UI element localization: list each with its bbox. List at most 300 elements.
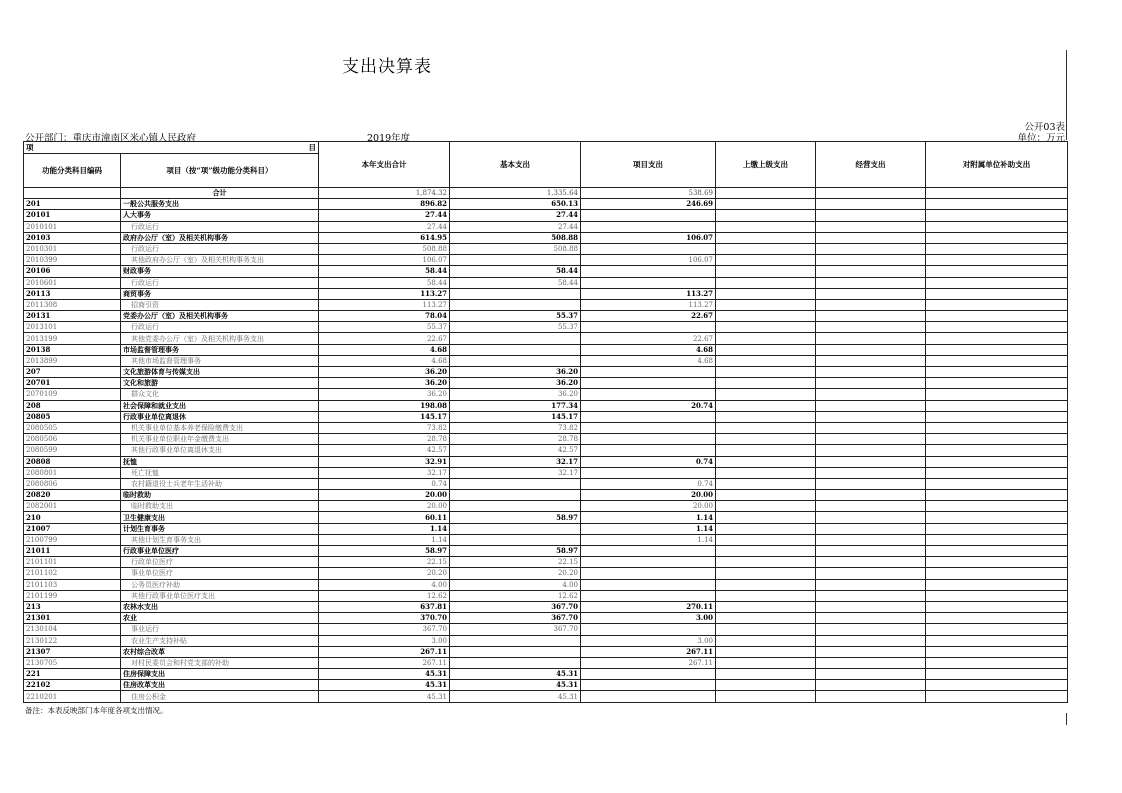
row-upper [716,680,816,691]
row-business [816,691,926,702]
row-basic: 4.00 [450,579,581,590]
row-total: 58.44 [319,277,450,288]
row-basic [450,355,581,366]
row-code: 20113 [24,288,121,299]
row-subsidy [926,389,1068,400]
row-basic: 20.20 [450,568,581,579]
row-upper [716,467,816,478]
row-subsidy [926,657,1068,668]
row-upper [716,490,816,501]
row-business [816,210,926,221]
row-project [581,243,716,254]
row-subsidy [926,400,1068,411]
row-subsidy [926,367,1068,378]
row-business [816,367,926,378]
row-business [816,624,926,635]
table-row [24,613,1068,624]
row-upper [716,277,816,288]
row-subsidy [926,691,1068,702]
row-total: 3.00 [319,635,450,646]
row-project [581,445,716,456]
row-basic [450,534,581,545]
row-business [816,478,926,489]
row-project: 270.11 [581,601,716,612]
row-project [581,266,716,277]
row-business [816,322,926,333]
row-project [581,557,716,568]
row-code: 2080599 [24,445,121,456]
row-upper [716,512,816,523]
row-business [816,490,926,501]
header-total: 本年支出合计 [319,142,450,188]
row-project [581,568,716,579]
row-basic [450,344,581,355]
row-total: 60.11 [319,512,450,523]
row-business [816,445,926,456]
row-subsidy [926,378,1068,389]
row-code: 20101 [24,210,121,221]
row-project: 3.00 [581,635,716,646]
row-basic: 508.88 [450,232,581,243]
row-project [581,680,716,691]
table-body [24,188,1068,703]
row-total: 370.70 [319,613,450,624]
row-project: 20.00 [581,501,716,512]
row-project: 246.69 [581,199,716,210]
row-code: 2013899 [24,355,121,366]
row-project [581,411,716,422]
row-basic: 42.57 [450,445,581,456]
row-upper [716,355,816,366]
row-total: 55.37 [319,322,450,333]
row-business [816,232,926,243]
row-upper [716,422,816,433]
row-name: 行政运行 [121,221,319,232]
row-name: 农村综合改革 [121,646,319,657]
row-code: 2210201 [24,691,121,702]
row-code: 2101102 [24,568,121,579]
table-row [24,266,1068,277]
row-code: 20138 [24,344,121,355]
table-row [24,669,1068,680]
row-project: 0.74 [581,478,716,489]
row-name: 临时救助 [121,490,319,501]
row-total: 1,874.32 [319,188,450,199]
row-basic: 32.17 [450,456,581,467]
row-total: 45.31 [319,669,450,680]
row-total: 22.15 [319,557,450,568]
row-total: 198.08 [319,400,450,411]
table-row [24,400,1068,411]
row-total: 4.68 [319,344,450,355]
row-upper [716,288,816,299]
row-name: 行政运行 [121,277,319,288]
row-basic: 12.62 [450,590,581,601]
table-row [24,333,1068,344]
row-project [581,434,716,445]
row-name: 其他行政事业单位医疗支出 [121,590,319,601]
row-name: 其他党委办公厅（室）及相关机构事务支出 [121,333,319,344]
row-code: 20131 [24,311,121,322]
header-basic: 基本支出 [450,142,581,188]
table-row [24,322,1068,333]
row-total: 36.20 [319,378,450,389]
row-name: 商贸事务 [121,288,319,299]
row-code: 213 [24,601,121,612]
table-row [24,232,1068,243]
table-row [24,512,1068,523]
row-code: 2013199 [24,333,121,344]
row-name: 招商引资 [121,299,319,310]
row-total: 58.44 [319,266,450,277]
row-subsidy [926,579,1068,590]
row-business [816,355,926,366]
row-code: 20805 [24,411,121,422]
row-business [816,512,926,523]
row-subsidy [926,333,1068,344]
department-label: 公开部门：重庆市潼南区米心镇人民政府 [25,133,197,144]
table-row [24,646,1068,657]
row-name: 农林水支出 [121,601,319,612]
row-total: 145.17 [319,411,450,422]
row-subsidy [926,288,1068,299]
table-row [24,691,1068,702]
row-business [816,590,926,601]
row-code: 20808 [24,456,121,467]
row-business [816,434,926,445]
row-project: 3.00 [581,613,716,624]
row-business [816,199,926,210]
row-basic: 27.44 [450,221,581,232]
table-row [24,367,1068,378]
row-subsidy [926,635,1068,646]
row-project [581,277,716,288]
row-basic: 32.17 [450,467,581,478]
row-name: 抚恤 [121,456,319,467]
row-project [581,367,716,378]
row-name: 文化旅游体育与传媒支出 [121,367,319,378]
table-row [24,490,1068,501]
row-name: 对村民委员会和村党支部的补助 [121,657,319,668]
row-name: 其他市场监督管理事务 [121,355,319,366]
table-row [24,601,1068,612]
table-row [24,389,1068,400]
row-upper [716,557,816,568]
row-basic [450,646,581,657]
row-basic: 55.37 [450,322,581,333]
row-basic: 367.70 [450,601,581,612]
header-xiang: 项 [26,143,34,152]
row-upper [716,411,816,422]
row-project: 1.14 [581,523,716,534]
row-business [816,422,926,433]
row-upper [716,445,816,456]
row-code [24,188,121,199]
table-row [24,445,1068,456]
row-name: 党委办公厅（室）及相关机构事务 [121,311,319,322]
row-business [816,501,926,512]
row-project: 4.68 [581,355,716,366]
row-project: 1.14 [581,534,716,545]
header-mu: 目 [308,143,316,152]
row-code: 2010601 [24,277,121,288]
row-upper [716,691,816,702]
row-project [581,422,716,433]
row-code: 21307 [24,646,121,657]
row-code: 20701 [24,378,121,389]
row-name: 财政事务 [121,266,319,277]
row-business [816,601,926,612]
row-name: 一般公共服务支出 [121,199,319,210]
row-basic: 508.88 [450,243,581,254]
page-title: 支出决算表 [342,57,432,77]
row-upper [716,344,816,355]
row-code: 2082001 [24,501,121,512]
row-name: 农村籍退役士兵老年生活补助 [121,478,319,489]
row-name: 行政事业单位医疗 [121,546,319,557]
row-business [816,568,926,579]
row-project: 22.67 [581,311,716,322]
row-basic: 1,335.64 [450,188,581,199]
row-name: 死亡抚恤 [121,467,319,478]
row-subsidy [926,445,1068,456]
row-total: 36.20 [319,389,450,400]
table-row [24,210,1068,221]
row-subsidy [926,311,1068,322]
row-business [816,311,926,322]
row-name: 住房公积金 [121,691,319,702]
row-upper [716,501,816,512]
row-total: 27.44 [319,210,450,221]
row-project [581,546,716,557]
table-row [24,456,1068,467]
row-business [816,557,926,568]
row-business [816,579,926,590]
header-project: 项目支出 [581,142,716,188]
row-code: 201 [24,199,121,210]
row-business [816,680,926,691]
row-total: 508.88 [319,243,450,254]
row-name: 计划生育事务 [121,523,319,534]
row-business [816,277,926,288]
row-total: 73.82 [319,422,450,433]
row-basic: 650.13 [450,199,581,210]
row-project [581,579,716,590]
row-basic: 58.97 [450,512,581,523]
row-name: 市场监督管理事务 [121,344,319,355]
row-upper [716,613,816,624]
row-total: 36.20 [319,367,450,378]
row-total: 28.78 [319,434,450,445]
row-upper [716,579,816,590]
row-code: 2080806 [24,478,121,489]
row-subsidy [926,501,1068,512]
row-basic: 45.31 [450,691,581,702]
row-basic: 55.37 [450,311,581,322]
row-name: 其他行政事业单位离退休支出 [121,445,319,456]
row-basic [450,478,581,489]
row-upper [716,333,816,344]
row-business [816,400,926,411]
table-row [24,355,1068,366]
table-row [24,199,1068,210]
row-upper [716,434,816,445]
year-label: 2019年度 [367,133,411,144]
table-row [24,624,1068,635]
row-project: 22.67 [581,333,716,344]
row-basic: 58.97 [450,546,581,557]
row-code: 2130104 [24,624,121,635]
row-code: 2080801 [24,467,121,478]
row-subsidy [926,467,1068,478]
row-upper [716,657,816,668]
row-project [581,221,716,232]
row-subsidy [926,478,1068,489]
row-project [581,467,716,478]
row-basic: 58.44 [450,266,581,277]
row-name: 其他计划生育事务支出 [121,534,319,545]
row-basic: 36.20 [450,367,581,378]
row-basic: 145.17 [450,411,581,422]
row-total: 113.27 [319,299,450,310]
row-project: 0.74 [581,456,716,467]
row-business [816,523,926,534]
row-basic [450,255,581,266]
row-business [816,266,926,277]
row-total: 267.11 [319,646,450,657]
row-subsidy [926,199,1068,210]
table-row [24,243,1068,254]
row-subsidy [926,680,1068,691]
row-subsidy [926,355,1068,366]
row-subsidy [926,221,1068,232]
row-code: 21007 [24,523,121,534]
row-project: 106.07 [581,255,716,266]
row-subsidy [926,434,1068,445]
row-business [816,669,926,680]
unit-label: 单位：万元 [1017,133,1065,144]
row-business [816,534,926,545]
row-upper [716,199,816,210]
row-business [816,456,926,467]
row-project: 113.27 [581,299,716,310]
table-row [24,277,1068,288]
expenditure-table [23,141,1068,703]
row-upper [716,210,816,221]
row-name: 人大事务 [121,210,319,221]
row-upper [716,255,816,266]
row-business [816,344,926,355]
row-subsidy [926,590,1068,601]
table-row [24,255,1068,266]
row-upper [716,646,816,657]
row-code: 210 [24,512,121,523]
row-business [816,657,926,668]
row-total: 1.14 [319,523,450,534]
row-business [816,221,926,232]
row-basic: 36.20 [450,378,581,389]
row-subsidy [926,646,1068,657]
row-name: 群众文化 [121,389,319,400]
table-row [24,568,1068,579]
row-upper [716,400,816,411]
row-project: 20.74 [581,400,716,411]
row-name: 文化和旅游 [121,378,319,389]
row-subsidy [926,546,1068,557]
row-name: 临时救助支出 [121,501,319,512]
row-project: 267.11 [581,646,716,657]
row-name: 机关事业单位基本养老保险缴费支出 [121,422,319,433]
row-basic: 58.44 [450,277,581,288]
row-upper [716,456,816,467]
row-upper [716,669,816,680]
table-row [24,467,1068,478]
row-subsidy [926,568,1068,579]
row-total: 637.81 [319,601,450,612]
row-business [816,255,926,266]
row-upper [716,311,816,322]
row-basic: 177.34 [450,400,581,411]
row-project [581,378,716,389]
row-business [816,378,926,389]
row-subsidy [926,669,1068,680]
row-subsidy [926,601,1068,612]
table-row [24,299,1068,310]
table-row [24,534,1068,545]
row-code: 20820 [24,490,121,501]
row-upper [716,601,816,612]
row-subsidy [926,557,1068,568]
row-total: 12.62 [319,590,450,601]
row-business [816,188,926,199]
row-code: 2130122 [24,635,121,646]
row-subsidy [926,456,1068,467]
row-basic [450,657,581,668]
table-row [24,579,1068,590]
row-code: 2080505 [24,422,121,433]
row-subsidy [926,490,1068,501]
row-basic: 73.82 [450,422,581,433]
row-name: 社会保障和就业支出 [121,400,319,411]
row-code: 20103 [24,232,121,243]
row-business [816,546,926,557]
row-project: 113.27 [581,288,716,299]
row-total: 20.20 [319,568,450,579]
row-name: 其他政府办公厅（室）及相关机构事务支出 [121,255,319,266]
row-code: 2011308 [24,299,121,310]
row-upper [716,266,816,277]
row-upper [716,232,816,243]
row-subsidy [926,232,1068,243]
table-row [24,311,1068,322]
row-total: 113.27 [319,288,450,299]
table-row [24,221,1068,232]
row-total: 27.44 [319,221,450,232]
row-name: 行政事业单位离退休 [121,411,319,422]
row-project [581,624,716,635]
header-xiang-mu [24,142,319,154]
row-basic [450,299,581,310]
row-upper [716,523,816,534]
row-business [816,243,926,254]
row-basic: 45.31 [450,669,581,680]
row-total: 45.31 [319,691,450,702]
row-code: 22102 [24,680,121,691]
row-code: 2101199 [24,590,121,601]
table-row [24,557,1068,568]
row-total: 42.57 [319,445,450,456]
row-business [816,389,926,400]
